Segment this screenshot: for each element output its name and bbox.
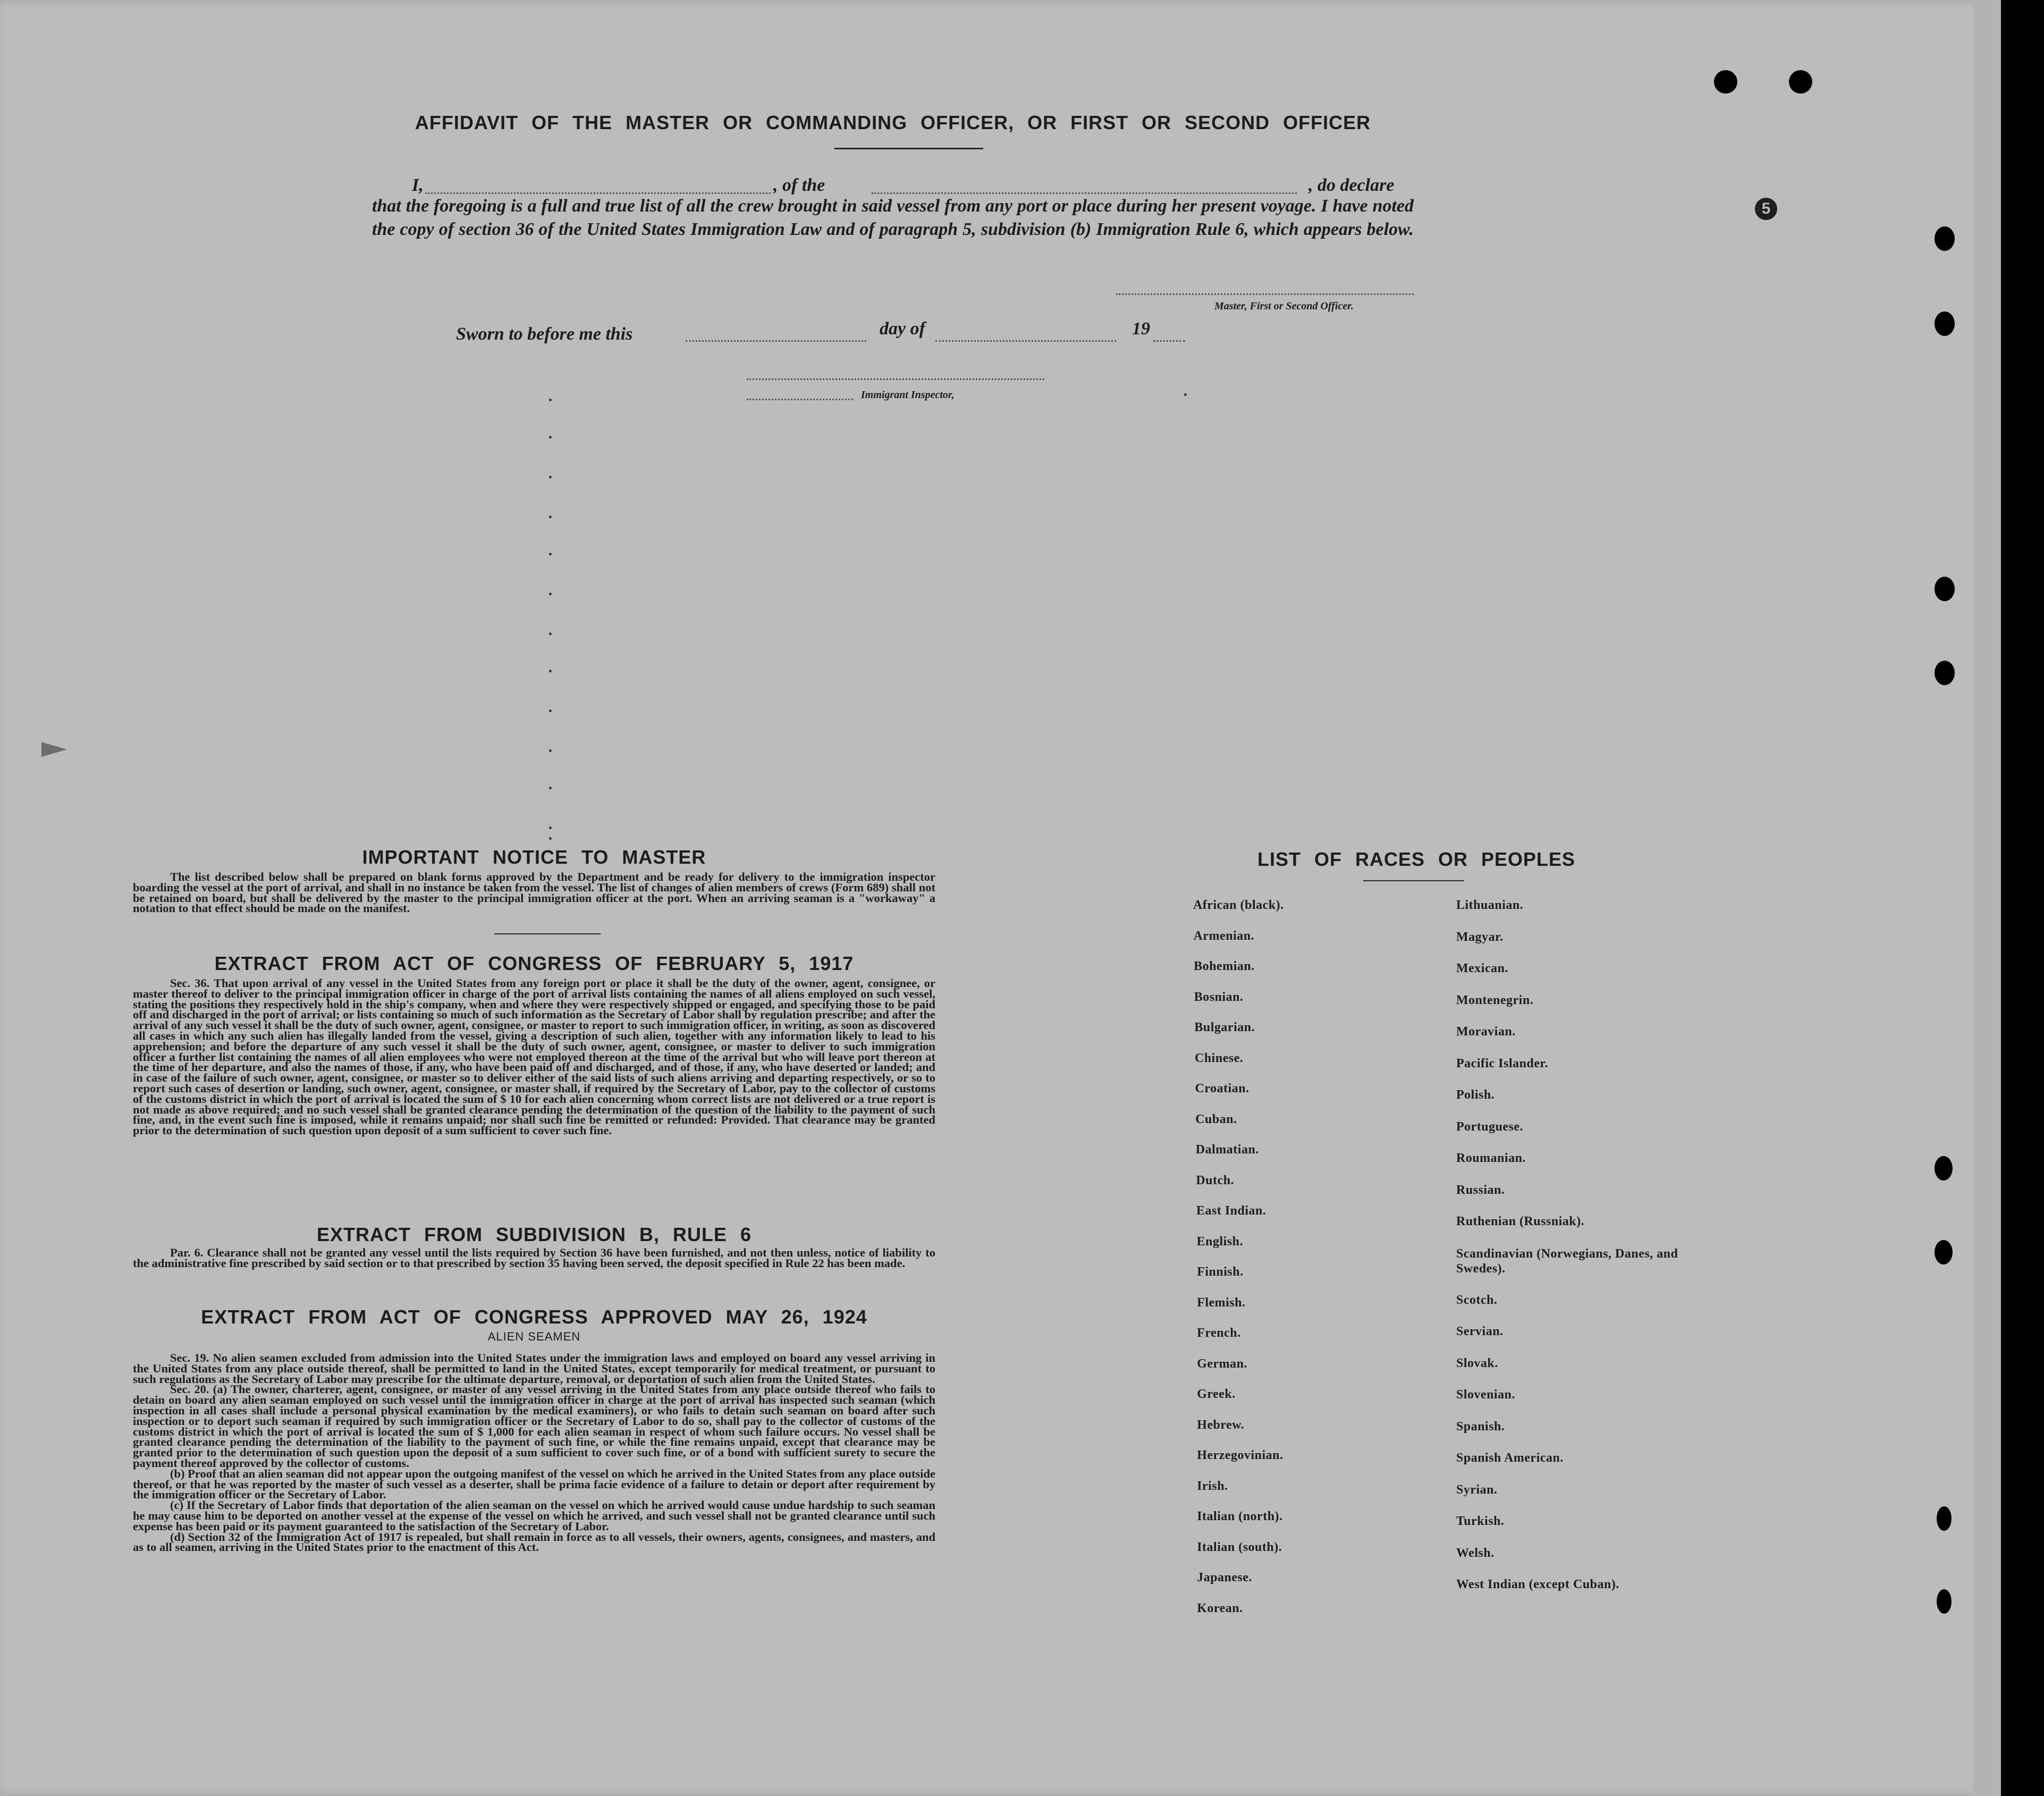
sec20c-text: (c) If the Secretary of Labor finds that deportation of the alien seaman on the vessel on which he arrived would cause undue hardship to such seaman he may cause him to be deported on another vessel at the expense of the vessel on which he arrived, and such vessel shall not be granted clearance until such expense has been paid or its payment guaranteed to the satisfaction of the Secretary of Labor. bbox=[133, 1498, 935, 1533]
punch-hole bbox=[1935, 661, 1955, 685]
sec19-label: Sec. 19. bbox=[170, 1351, 209, 1364]
stray-dot bbox=[549, 633, 552, 635]
inspector-signature-line-1 bbox=[747, 377, 1044, 380]
declarant-prefix: I, bbox=[412, 175, 424, 195]
title-underline bbox=[834, 148, 983, 149]
extract-rule6-section-label: Par. 6. bbox=[170, 1246, 204, 1259]
stray-dot bbox=[1184, 393, 1187, 396]
sec20b-paragraph bbox=[133, 1466, 935, 1502]
extract-1924-body bbox=[133, 1353, 935, 1553]
race-item: Lithuanian. bbox=[1456, 898, 1524, 912]
race-item: Greek. bbox=[1197, 1387, 1236, 1401]
extract-rule6-title: EXTRACT FROM SUBDIVISION B, RULE 6 bbox=[316, 1224, 752, 1245]
race-item: Polish. bbox=[1456, 1088, 1495, 1102]
stray-dot bbox=[549, 749, 552, 752]
extract-rule6-text: Clearance shall not be granted any vessel until the lists required by Section 36 have been furnished, and not then unless, notice of liability to the administrative fine prescribed by said section or to that prescribed by section 35 having been served, the deposit specified in Rule 22 has been made. bbox=[133, 1246, 935, 1270]
extract-rule6-body bbox=[133, 1247, 935, 1269]
notice-divider bbox=[494, 933, 601, 934]
extract-1924-title: EXTRACT FROM ACT OF CONGRESS APPROVED MAY 26, 1924 bbox=[201, 1306, 867, 1328]
race-item: German. bbox=[1197, 1356, 1247, 1371]
stray-dot bbox=[549, 553, 552, 555]
stray-dot bbox=[549, 593, 552, 595]
inspector-caption: Immigrant Inspector, bbox=[861, 389, 955, 401]
race-item: Portuguese. bbox=[1456, 1119, 1524, 1134]
race-item: Pacific Islander. bbox=[1456, 1056, 1548, 1070]
race-item: West Indian (except Cuban). bbox=[1456, 1578, 1619, 1591]
sec20c-paragraph bbox=[133, 1500, 935, 1531]
race-item: Bohemian. bbox=[1194, 959, 1255, 973]
stray-dot bbox=[549, 436, 552, 439]
race-item: Russian. bbox=[1456, 1183, 1505, 1197]
punch-hole bbox=[1935, 1156, 1953, 1181]
affidavit-title: AFFIDAVIT OF THE MASTER OR COMMANDING OFFICER, OR FIRST OR SECOND OFFICER bbox=[415, 112, 1371, 133]
race-item: Armenian. bbox=[1193, 929, 1255, 943]
of-the-text: , of the bbox=[773, 175, 825, 195]
extract-1917-body bbox=[133, 978, 935, 1136]
race-item: Hebrew. bbox=[1197, 1418, 1245, 1432]
do-declare-text: , do declare bbox=[1308, 175, 1395, 195]
punch-hole bbox=[1935, 226, 1955, 251]
sec20a-text: (a) The owner, charterer, agent, consignee, or master of any vessel arriving in the United States from any place outside thereof who fails to detain on board any alien seaman employed on such vessel until the immigration officer in charge at the port of arrival has inspected such seaman (which inspection in all cases shall include a personal physical examination by the medical examiners), or who fails to detain such seaman on board after such inspection or to deport such seaman if required by such immigration officer or the Secretary of Labor to do so, shall pay to the collector of customs of the customs district in which the port of arrival is located the sum of $ 1,000 for each alien seaman in respect of whom such failure occurs. No vessel shall be granted clearance pending the determination of the liability to the payment of such fine, or while the fine remains unpaid, except that clearance may be granted prior to the determination of such question upon the deposit of a sum sufficient to cover such fine, or of a bond with sufficient surety to secure the payment thereof approved by the collector of customs. bbox=[133, 1382, 935, 1470]
race-item: Chinese. bbox=[1195, 1051, 1244, 1065]
race-item: Turkish. bbox=[1456, 1514, 1505, 1528]
race-item: Korean. bbox=[1197, 1601, 1243, 1615]
stray-dot bbox=[549, 787, 552, 789]
affidavit-statement: that the foregoing is a full and true list of all the crew brought in said vessel from any port or place during her present voyage. I have noted the copy of section 36 of the United States Immigration Law and of paragraph 5, subdivision (b) Immigration Rule 6, which appears below. bbox=[372, 196, 1414, 239]
sec20d-paragraph bbox=[133, 1532, 935, 1553]
declarant-name-line bbox=[425, 191, 771, 194]
race-item: English. bbox=[1196, 1234, 1243, 1249]
extract-1917-section-label: Sec. 36. bbox=[170, 976, 210, 990]
race-item: Roumanian. bbox=[1456, 1151, 1526, 1165]
sworn-year-line bbox=[1153, 339, 1185, 342]
race-item: Dalmatian. bbox=[1195, 1143, 1259, 1157]
race-item: Italian (south). bbox=[1197, 1540, 1282, 1554]
race-item: Japanese. bbox=[1197, 1571, 1253, 1584]
race-item: Spanish. bbox=[1456, 1419, 1505, 1434]
page-number-stamp: 5 bbox=[1755, 198, 1777, 220]
race-item: Bosnian. bbox=[1194, 990, 1244, 1004]
stray-dot bbox=[549, 476, 552, 478]
punch-hole bbox=[1714, 70, 1737, 94]
sworn-text: Sworn to before me this bbox=[456, 324, 633, 344]
notice-body bbox=[133, 872, 935, 914]
sec20d-text: (d) Section 32 of the Immigration Act of 1917 is repealed, but shall remain in force as to all vessels, their owners, agents, consignees, and masters, and as to all seamen, arriving in the United States prior to the enactment of this Act. bbox=[133, 1530, 935, 1554]
sec20b-text: (b) Proof that an alien seaman did not appear upon the outgoing manifest of the vessel on which he arrived in the United States from any place outside thereof, or that he was reported by the master of such vessel as a deserter, shall be prima facie evidence of a failure to detain or deport after requirement by the immigration officer or the Secretary of Labor. bbox=[133, 1466, 935, 1502]
edge-notch bbox=[41, 742, 67, 757]
race-item: Magyar. bbox=[1456, 930, 1504, 944]
race-item: Flemish. bbox=[1197, 1295, 1246, 1310]
sec19-text: No alien seamen excluded from admission into the United States under the immigration laws and employed on board any vessel arriving in the United States from any place outside thereof, shall be permitted to land in the United States, except temporarily for medical treatment, or pursuant to such regulations as the Secretary of Labor may prescribe for the ultimate departure, removal, or deportation of such alien from the United States. bbox=[133, 1351, 935, 1386]
race-item: Finnish. bbox=[1197, 1265, 1244, 1279]
race-item: Spanish American. bbox=[1456, 1451, 1564, 1465]
punch-hole bbox=[1937, 1506, 1952, 1531]
extract-1917-title: EXTRACT FROM ACT OF CONGRESS OF FEBRUARY 5, 1917 bbox=[214, 952, 854, 974]
punch-hole bbox=[1935, 577, 1955, 601]
race-item: African (black). bbox=[1193, 898, 1284, 912]
sec20a-paragraph bbox=[133, 1384, 935, 1468]
race-item: Croatian. bbox=[1195, 1082, 1249, 1095]
stray-dot bbox=[549, 837, 552, 840]
race-item: Servian. bbox=[1456, 1325, 1504, 1338]
race-item: Irish. bbox=[1197, 1479, 1228, 1493]
races-title: LIST OF RACES OR PEOPLES bbox=[1257, 848, 1576, 870]
sec19-paragraph bbox=[133, 1353, 935, 1384]
stray-dot bbox=[549, 670, 552, 672]
race-item: Italian (north). bbox=[1197, 1510, 1283, 1523]
stray-dot bbox=[549, 827, 552, 829]
race-item: Syrian. bbox=[1456, 1482, 1498, 1497]
punch-hole bbox=[1937, 1589, 1952, 1614]
race-item: Mexican. bbox=[1456, 962, 1508, 975]
vessel-name-line bbox=[872, 191, 1297, 194]
race-item: French. bbox=[1197, 1326, 1241, 1340]
race-item: Scotch. bbox=[1456, 1293, 1498, 1307]
race-item: Cuban. bbox=[1195, 1112, 1237, 1126]
race-item: Slovenian. bbox=[1456, 1388, 1516, 1402]
inspector-signature-line-2 bbox=[747, 398, 853, 400]
race-item: Herzegovinian. bbox=[1197, 1448, 1283, 1462]
notice-body-text: The list described below shall be prepared on blank forms approved by the Department and be ready for delivery to the immigration inspector boarding the vessel at the port of arrival, and shall in no instance be taken from the vessel. The list of changes of alien members of crews (Form 689) shall not be retained on board, but shall be delivered by the master to the principal immigration officer at the port. When an arriving seaman is a "workaway" a notation to that effect should be made on the manifest. bbox=[133, 870, 935, 915]
punch-hole bbox=[1935, 311, 1955, 336]
sworn-day-line bbox=[686, 339, 866, 342]
stray-dot bbox=[549, 399, 552, 401]
day-of-text: day of bbox=[880, 319, 925, 339]
punch-hole bbox=[1935, 1240, 1953, 1264]
race-item: Slovak. bbox=[1456, 1356, 1498, 1370]
stray-dot bbox=[549, 710, 552, 712]
punch-hole bbox=[1789, 70, 1812, 94]
master-signature-caption: Master, First or Second Officer. bbox=[1214, 300, 1354, 312]
race-item: East Indian. bbox=[1196, 1204, 1266, 1218]
year-prefix: 19 bbox=[1132, 319, 1150, 339]
race-item: Welsh. bbox=[1456, 1546, 1494, 1560]
race-item: Ruthenian (Russniak). bbox=[1456, 1215, 1585, 1228]
notice-title: IMPORTANT NOTICE TO MASTER bbox=[362, 846, 706, 868]
extract-1917-text: That upon arrival of any vessel in the United States from any foreign port or place it shall be the duty of the owner, agent, consignee, or master thereof to deliver to the principal immigration officer in charge of the port of arrival lists containing the names of all aliens employed on such vessel, stating the positions they respectively hold in the ship's company, when and where they were respectively shipped or engaged, and specifying those to be paid off and discharged in the port of arrival; or lists containing so much of such information as the Secretary of Labor shall by regulation prescribe; and after the arrival of any such vessel it shall be the duty of such owner, agent, consignee, or master to report to such immigration officer, in writing, as soon as discovered all cases in which any such alien has illegally landed from the vessel, giving a description of such alien, together with any information likely to lead to his apprehension; and before the departure of any such vessel it shall be the duty of such owner, agent, consignee, or master to deliver to such immigration officer a further list containing the names of all alien employees who were not employed thereon at the time of the arrival but who will leave port thereon at the time of her departure, and also the names of those, if any, who have been paid off and discharged, and of those, if any, who have deserted or landed; and in case of the failure of such owner, agent, consignee, or master so to deliver either of the said lists of such aliens arriving and departing respectively, or so to report such cases of desertion or landing, such owner, agent, consignee, or master shall, if required by the Secretary of Labor, pay to the collector of customs of the customs district in which the port of arrival is located the sum of $ 10 for each alien concerning whom correct lists are not delivered or a true report is not made as above required; and no such vessel shall be granted clearance pending the determination of the question of the liability to the payment of such fine, and, in the event such fine is imposed, while it remains unpaid; nor shall such fine be remitted or refunded: Provided. That clearance may be granted prior to the determination of such question upon deposit of a sum sufficient to cover such fine. bbox=[133, 976, 935, 1137]
stray-dot bbox=[549, 516, 552, 518]
race-item: Montenegrin. bbox=[1456, 993, 1534, 1007]
extract-1924-subtitle: ALIEN SEAMEN bbox=[487, 1330, 581, 1343]
race-item: Dutch. bbox=[1196, 1173, 1235, 1187]
sheet-edge bbox=[1973, 0, 2001, 1796]
master-signature-line bbox=[1116, 292, 1414, 295]
sworn-month-line bbox=[935, 339, 1116, 342]
race-item: Scandinavian (Norwegians, Danes, and Swedes). bbox=[1456, 1246, 1678, 1276]
races-title-underline bbox=[1363, 880, 1464, 881]
race-item: Bulgarian. bbox=[1194, 1021, 1255, 1034]
race-item: Moravian. bbox=[1456, 1025, 1516, 1039]
sec20-label: Sec. 20. bbox=[170, 1382, 209, 1396]
